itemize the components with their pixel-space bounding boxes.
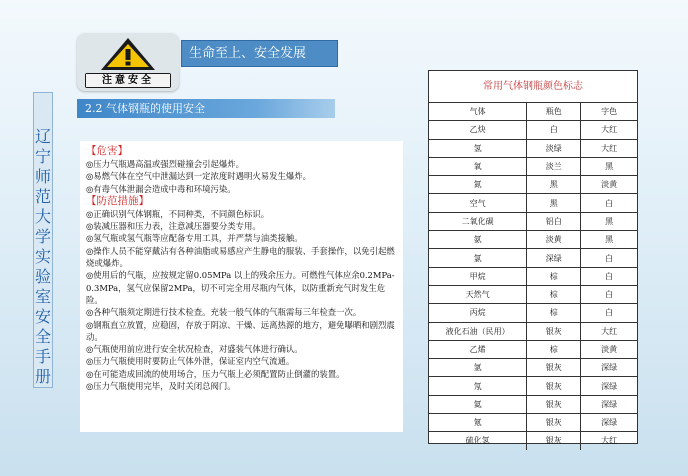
table-cell: 大红 <box>581 432 637 450</box>
gas-table-grid <box>429 103 637 450</box>
table-cell: 氩 <box>429 359 527 377</box>
table-row <box>429 267 637 285</box>
measures-heading: 【防范措施】 <box>86 194 149 207</box>
table-row <box>429 285 637 303</box>
table-cell: 氨 <box>429 231 527 249</box>
table-row <box>429 304 637 322</box>
sidebar-char: 验 <box>34 267 51 286</box>
table-cell: 白 <box>581 194 637 212</box>
table-cell: 淡黄 <box>527 231 581 249</box>
table-cell: 银灰 <box>527 359 581 377</box>
table-cell: 深绿 <box>581 377 637 395</box>
hazard-list <box>86 158 399 195</box>
table-cell: 银灰 <box>527 322 581 340</box>
table-cell: 棕 <box>527 304 581 322</box>
table-cell: 黑 <box>581 212 637 230</box>
table-cell: 白 <box>527 121 581 139</box>
table-cell: 深绿 <box>581 414 637 432</box>
sidebar-char: 手 <box>34 347 51 366</box>
table-title: 常用气体钢瓶颜色标志 <box>429 71 637 103</box>
table-row <box>429 231 637 249</box>
table-row <box>429 340 637 358</box>
list-item: ◎各种气瓶须定期进行技术检查。充装一般气体的气瓶需每三年检查一次。 <box>86 307 362 318</box>
table-row <box>429 121 637 139</box>
content-panel <box>80 141 403 432</box>
table-cell: 棕 <box>527 285 581 303</box>
sidebar-char: 大 <box>34 207 51 226</box>
table-row <box>429 212 637 230</box>
table-header-cell: 瓶色 <box>527 103 581 121</box>
list-item: ◎压力气瓶遇高温或强烈碰撞会引起爆炸。 <box>86 159 245 169</box>
sidebar-char: 宁 <box>34 147 51 166</box>
header-title: 生命至上、安全发展 <box>181 40 338 67</box>
table-row <box>429 139 637 157</box>
sidebar-char: 学 <box>34 227 51 246</box>
table-cell: 白 <box>581 285 637 303</box>
sidebar-char: 实 <box>34 247 51 266</box>
caution-logo <box>77 33 179 91</box>
table-cell: 丙烷 <box>429 304 527 322</box>
caution-plate <box>85 73 171 88</box>
table-cell: 甲烷 <box>429 267 527 285</box>
table-cell: 黑 <box>527 194 581 212</box>
list-item: ◎易燃气体在空气中泄漏达到一定浓度时遇明火易发生爆炸。 <box>86 171 312 182</box>
table-cell: 棕 <box>527 340 581 358</box>
table-row <box>429 432 637 450</box>
table-cell: 银灰 <box>527 395 581 413</box>
table-cell: 二氧化碳 <box>429 212 527 230</box>
table-row <box>429 194 637 212</box>
table-cell: 棕 <box>527 267 581 285</box>
sidebar-char: 全 <box>34 327 51 346</box>
table-cell: 氢 <box>429 139 527 157</box>
list-item: ◎有毒气体泄漏会造成中毒和环境污染。 <box>86 183 236 194</box>
table-row <box>429 395 637 413</box>
table-row <box>429 359 637 377</box>
table-cell: 大红 <box>581 322 637 340</box>
table-row <box>429 157 637 175</box>
table-header-cell: 字色 <box>581 103 637 121</box>
table-row <box>429 176 637 194</box>
table-cell: 空气 <box>429 194 527 212</box>
list-item: ◎使用后的气瓶，应按规定留0.05MPa 以上的残余压力。可燃性气体应余0.2MPa-0.3MPa，氢气应保留2MPa，切不可完全用尽瓶内气体，以防重新充气时发生危险。 <box>86 270 395 305</box>
list-item: ◎在可能造成回流的使用场合，压力气瓶上必须配置防止倒灌的装置。 <box>86 368 345 379</box>
table-cell: 黑 <box>581 157 637 175</box>
measures-list <box>86 208 399 392</box>
list-item: ◎钢瓶直立放置，应稳固，存放于阴凉、干燥、远离热源的地方，避免曝晒和剧烈震动。 <box>86 319 395 342</box>
table-cell: 黑 <box>527 176 581 194</box>
table-cell: 白 <box>581 304 637 322</box>
table-cell: 白 <box>581 249 637 267</box>
list-item: ◎装减压器和压力表，注意减压器要分类专用。 <box>86 221 261 232</box>
table-cell: 氯 <box>429 249 527 267</box>
caution-text: 注意安全 <box>86 74 170 87</box>
table-cell: 氖 <box>429 377 527 395</box>
table-header-row <box>429 103 637 121</box>
sidebar-char: 师 <box>34 167 51 186</box>
table-cell: 氪 <box>429 414 527 432</box>
table-cell: 铝白 <box>527 212 581 230</box>
table-row <box>429 377 637 395</box>
table-cell: 银灰 <box>527 414 581 432</box>
table-row <box>429 322 637 340</box>
list-item: ◎操作人员不能穿戴沾有各种油脂或易感应产生静电的服装、手套操作，以免引起燃烧或爆炸。 <box>86 245 395 269</box>
table-cell: 淡绿 <box>527 139 581 157</box>
sidebar-char: 辽 <box>34 127 51 146</box>
table-cell: 液化石油（民用） <box>429 322 527 340</box>
table-cell: 氦 <box>429 395 527 413</box>
table-row <box>429 414 637 432</box>
table-cell: 黑 <box>581 231 637 249</box>
sidebar-char: 室 <box>34 287 51 306</box>
table-cell: 深绿 <box>581 395 637 413</box>
table-cell: 氧 <box>429 157 527 175</box>
table-cell: 大红 <box>581 139 637 157</box>
table-cell: 淡兰 <box>527 157 581 175</box>
table-cell: 银灰 <box>527 432 581 450</box>
table-cell: 白 <box>581 267 637 285</box>
table-cell: 深绿 <box>527 249 581 267</box>
table-row <box>429 249 637 267</box>
table-cell: 氮 <box>429 176 527 194</box>
table-cell: 深绿 <box>581 359 637 377</box>
section-title: 2.2 气体钢瓶的使用安全 <box>77 99 335 118</box>
table-cell: 淡黄 <box>581 176 637 194</box>
warning-triangle-icon <box>99 36 157 72</box>
hazard-heading: 【危害】 <box>86 145 128 157</box>
table-cell: 银灰 <box>527 377 581 395</box>
table-cell: 大红 <box>581 121 637 139</box>
list-item: ◎氢气瓶或氢气瓶等应配备专用工具，并严禁与油类接触。 <box>86 233 303 244</box>
table-cell: 乙烯 <box>429 340 527 358</box>
list-item: ◎正确识别气体钢瓶，不同种类，不同颜色标识。 <box>86 208 270 219</box>
sidebar-char: 册 <box>34 367 51 386</box>
list-item: ◎气瓶使用前应进行安全状况检查，对盛装气体进行确认。 <box>86 344 303 355</box>
table-cell: 天然气 <box>429 285 527 303</box>
table-cell: 硫化氢 <box>429 432 527 450</box>
list-item: ◎压力气瓶使用完毕，及时关闭总阀门。 <box>86 381 236 392</box>
sidebar-char: 安 <box>34 307 51 326</box>
sidebar-char: 范 <box>34 187 51 206</box>
table-header-cell: 气体 <box>429 103 527 121</box>
table-cell: 乙炔 <box>429 121 527 139</box>
sidebar-title <box>33 92 53 388</box>
gas-color-table <box>428 70 638 444</box>
list-item: ◎压力气瓶使用时要防止气体外泄，保证室内空气流通。 <box>86 356 295 367</box>
table-cell: 淡黄 <box>581 340 637 358</box>
